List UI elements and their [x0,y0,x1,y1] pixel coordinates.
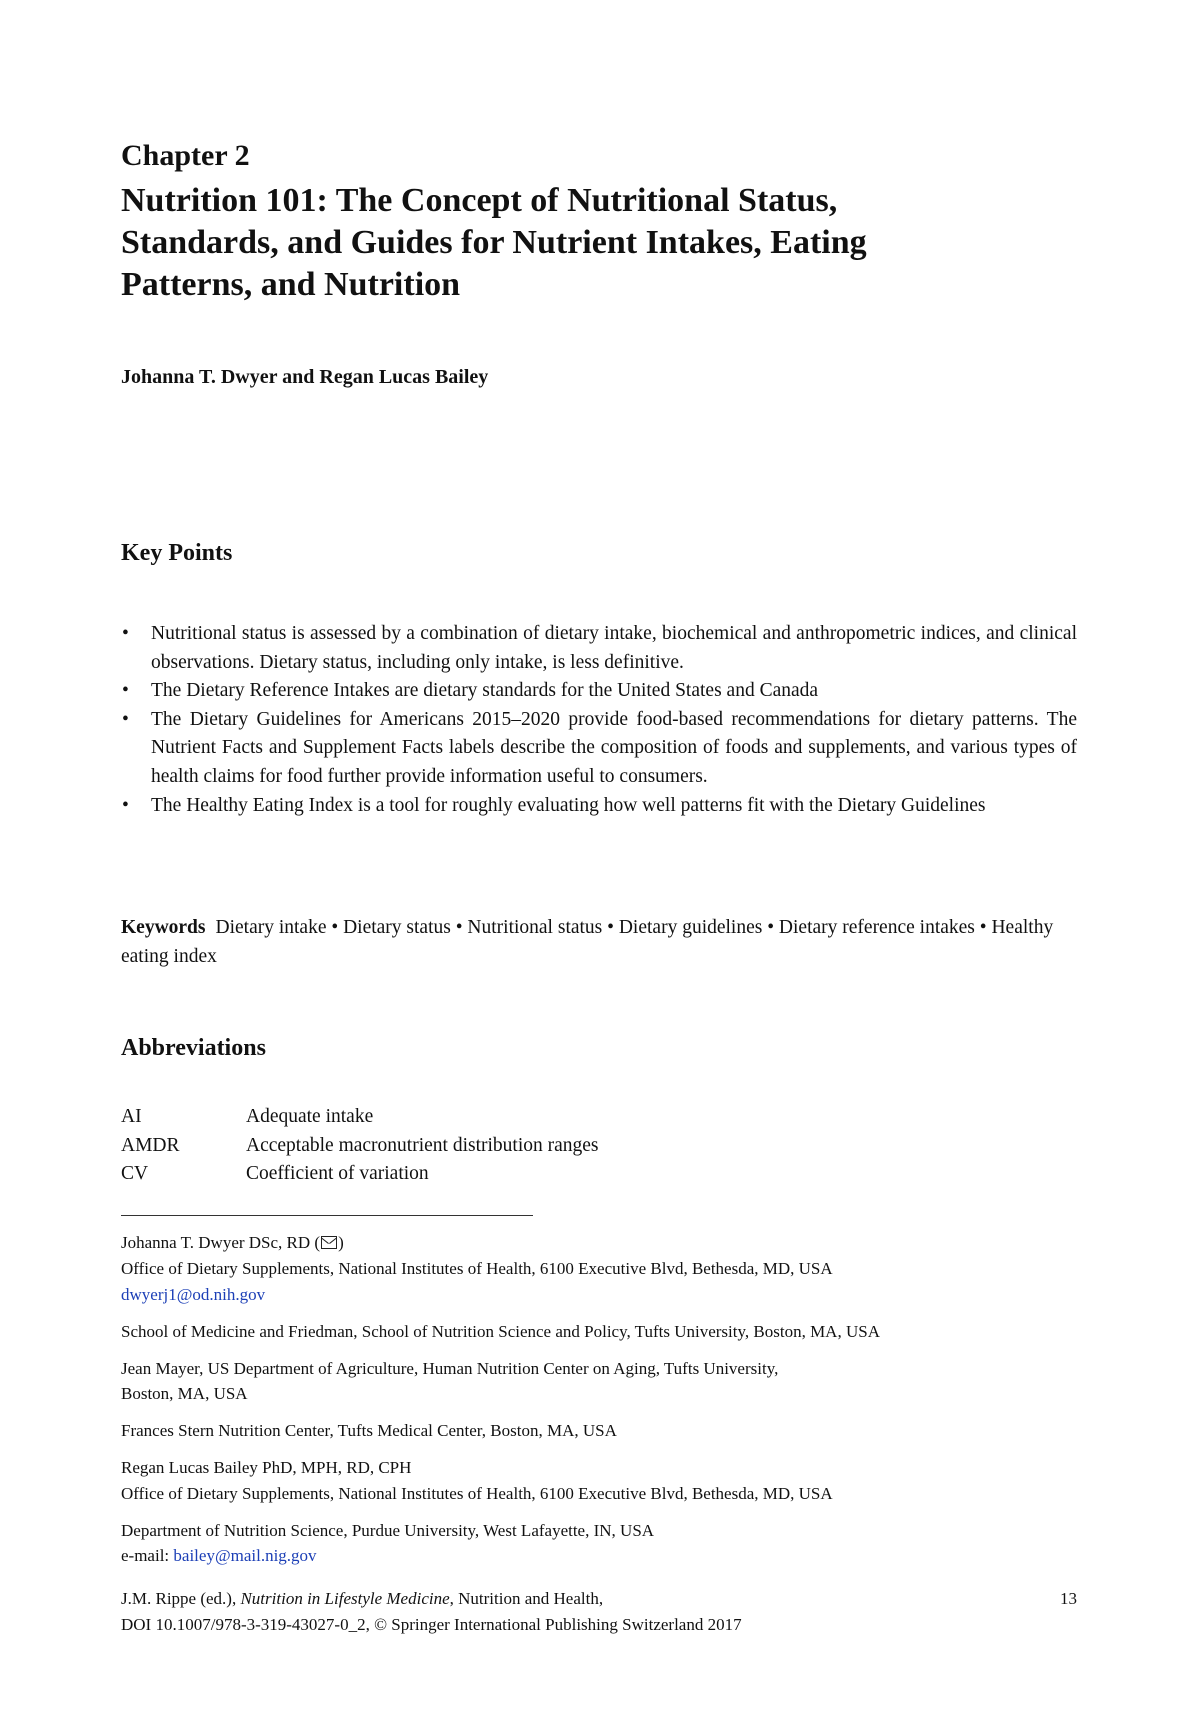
citation-book-title: Nutrition in Lifestyle Medicine [240,1589,450,1608]
author2-email-line [121,1543,317,1568]
bullet-icon: • [122,708,129,730]
keywords-block [121,914,1077,971]
author2-email-link[interactable]: bailey@mail.nig.gov [173,1546,317,1565]
key-point-item [121,792,1077,821]
author1-email-line [121,1282,265,1307]
abbreviation-term: AMDR [121,1135,180,1156]
affiliation-footnote: Jean Mayer, US Department of Agriculture, Human Nutrition Center on Aging, Tufts University, [121,1359,779,1378]
abbreviation-meaning: Coefficient of variation [246,1163,429,1184]
email-label: e-mail: [121,1546,174,1565]
abbreviation-meaning: Adequate intake [246,1106,374,1127]
chapter-label: Chapter 2 [121,139,250,172]
bullet-icon: • [122,794,129,816]
footnote-divider [121,1215,533,1216]
key-point-text: Nutritional status is assessed by a combination of dietary intake, biochemical and anthropometric indices, and clinical observations. Dietary status, including only intake, is less definitive. [151,623,1077,673]
affiliation-footnote: School of Medicine and Friedman, School of Nutrition Science and Policy, Tufts University, Boston, MA, USA [121,1322,880,1341]
bullet-icon: • [122,680,129,702]
chapter-title-line: Standards, and Guides for Nutrient Intakes, Eating [121,224,867,261]
page-number: 13 [1060,1589,1077,1608]
chapter-title-line: Patterns, and Nutrition [121,266,461,303]
key-point-item [121,677,1077,706]
key-point-text: The Healthy Eating Index is a tool for roughly evaluating how well patterns fit with the Dietary Guidelines [151,794,986,816]
affiliation-footnote: Frances Stern Nutrition Center, Tufts Medical Center, Boston, MA, USA [121,1421,617,1440]
chapter-authors: Johanna T. Dwyer and Regan Lucas Bailey [121,366,489,388]
chapter-title-line: Nutrition 101: The Concept of Nutritional Status, [121,182,838,219]
author1-name-close: ) [338,1233,344,1252]
key-points-list [121,620,1077,820]
bullet-icon: • [122,623,129,644]
abbreviation-row [121,1132,599,1160]
key-point-item [121,706,1077,792]
author1-footnote-name [121,1230,344,1255]
doi-line: DOI 10.1007/978-3-319-43027-0_2, © Springer International Publishing Switzerland 2017 [121,1615,742,1634]
author2-footnote-name: Regan Lucas Bailey PhD, MPH, RD, CPH [121,1458,412,1477]
abbreviation-row [121,1103,373,1131]
affiliation-footnote: Boston, MA, USA [121,1384,248,1403]
keywords-label: Keywords [121,917,206,938]
key-points-heading: Key Points [121,540,233,566]
affiliation-footnote: Department of Nutrition Science, Purdue University, West Lafayette, IN, USA [121,1521,655,1540]
key-point-text: The Dietary Reference Intakes are dietary standards for the United States and Canada [151,680,819,702]
abbreviation-term: CV [121,1163,149,1184]
abbreviations-heading: Abbreviations [121,1035,266,1061]
keywords-text: Dietary intake • Dietary status • Nutritional status • Dietary guidelines • Dietary reference intakes • Healthy eating index [121,917,1054,967]
citation-editor: J.M. Rippe (ed.), [121,1589,241,1608]
citation-line [121,1586,603,1611]
key-point-item [121,620,1077,677]
abbreviation-term: AI [121,1106,142,1127]
author1-email-link[interactable]: dwyerj1@od.nih.gov [121,1285,266,1304]
abbreviation-meaning: Acceptable macronutrient distribution ranges [246,1135,599,1156]
citation-series: , Nutrition and Health, [449,1589,604,1608]
author2-affiliation: Office of Dietary Supplements, National Institutes of Health, 6100 Executive Blvd, Bethesda, MD, USA [121,1484,833,1503]
key-point-text: The Dietary Guidelines for Americans 2015–2020 provide food-based recommendations for dietary patterns. The Nutrient Facts and Supplement Facts labels describe the composition of foods and supplements, and various types of health claims for food further provide information useful to consumers. [151,708,1077,787]
envelope-icon [321,1236,337,1249]
chapter-title [121,180,1081,306]
author1-name: Johanna T. Dwyer DSc, RD ( [121,1233,321,1252]
abbreviation-row [121,1160,429,1188]
author1-affiliation: Office of Dietary Supplements, National Institutes of Health, 6100 Executive Blvd, Bethesda, MD, USA [121,1259,833,1278]
